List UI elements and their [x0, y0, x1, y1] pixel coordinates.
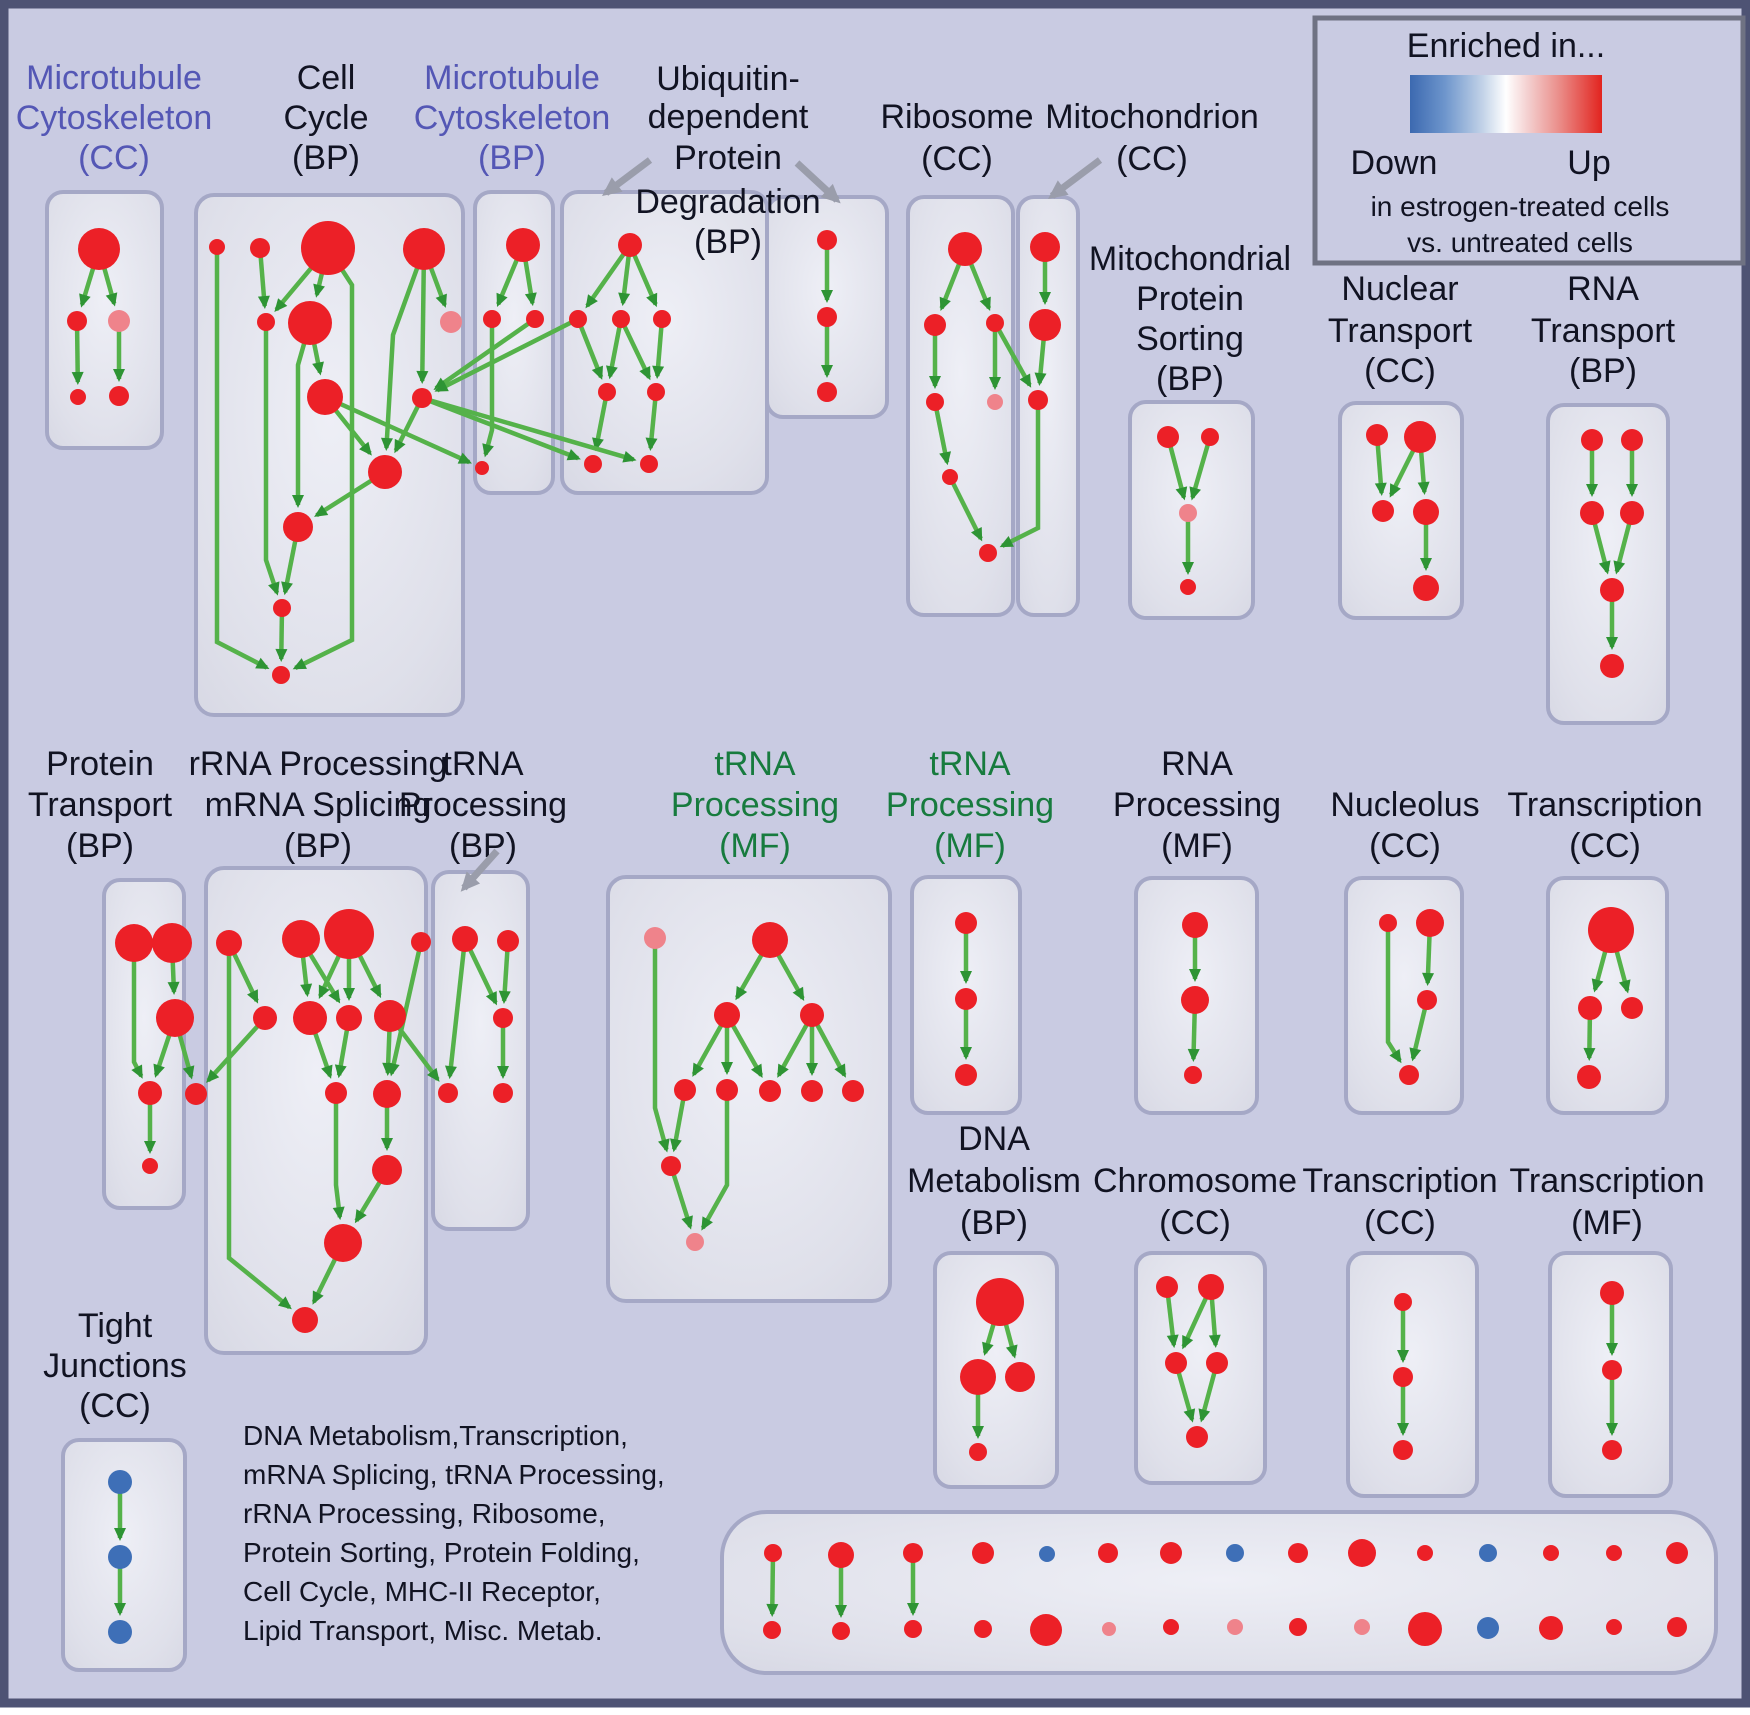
node-trna-mf1-low: [661, 1156, 681, 1176]
group-label-rna-proc-mf-line3: (MF): [1161, 827, 1233, 865]
node-chain3-c1: [817, 230, 837, 250]
group-label-cell-cycle-line2: Cycle: [283, 99, 369, 137]
group-label-mt-cc-line1: Microtubule: [26, 59, 202, 97]
node-misc-pill-b10: [1354, 1619, 1370, 1635]
node-ubiq-m1: [569, 310, 587, 328]
node-rna-proc-mf-n3: [1184, 1066, 1202, 1084]
node-cell-cycle-B1: [301, 221, 355, 275]
group-label-prot-transport-line2: Transport: [27, 786, 173, 824]
node-misc-pill-t14: [1606, 1545, 1622, 1561]
node-misc-pill-t12: [1479, 1544, 1497, 1562]
node-ribosome-top: [948, 232, 982, 266]
group-label-trna-mf2-line2: Processing: [885, 786, 1055, 824]
node-ribosome-ml: [924, 314, 946, 336]
node-trna-mf1-b4: [801, 1080, 823, 1102]
node-trna-bp-m: [493, 1008, 513, 1028]
node-prot-transport-n5: [185, 1083, 207, 1105]
node-trna-mf1-pk1: [644, 927, 666, 949]
node-rna-transport-ml: [1580, 501, 1604, 525]
summary-text-line5: Cell Cycle, MHC-II Receptor,: [243, 1576, 601, 1607]
node-mito-m1: [1030, 232, 1060, 262]
group-label-mito-sort-line2: Protein: [1136, 280, 1244, 318]
group-label-trna-mf1-line2: Processing: [670, 786, 840, 824]
legend: [1315, 18, 1743, 263]
node-transcription-cc3-n2: [1393, 1367, 1413, 1387]
node-transcription-cc3-n1: [1394, 1293, 1412, 1311]
node-cell-cycle-n11: [273, 599, 291, 617]
group-label-mt-bp-line2: Cytoskeleton: [413, 99, 611, 137]
node-mt-cc-B: [67, 311, 87, 331]
node-trna-mf1-ml: [714, 1002, 740, 1028]
group-label-ubiq-line4: Degradation: [635, 183, 821, 221]
node-mt-bp-m2: [526, 310, 544, 328]
group-label-rna-transport-line3: (BP): [1569, 352, 1637, 390]
node-transcription-cc2-bot: [1577, 1065, 1601, 1089]
group-label-prot-transport-line3: (BP): [66, 827, 134, 865]
node-ubiq-q5: [647, 383, 665, 401]
group-label-tight-junctions-line3: (CC): [79, 1387, 151, 1425]
node-ubiq-m2: [612, 310, 630, 328]
group-label-nucleolus-line1: Nucleolus: [1330, 786, 1480, 824]
node-trna-mf1-b2: [716, 1079, 738, 1101]
node-rrna-c1: [325, 1082, 347, 1104]
group-label-mt-cc-line2: Cytoskeleton: [15, 99, 213, 137]
group-label-mito-sort-line3: Sorting: [1136, 320, 1244, 358]
node-rrna-c2: [373, 1080, 401, 1108]
node-cell-cycle-n12: [272, 666, 290, 684]
legend-title: Enriched in...: [1406, 27, 1606, 65]
node-misc-pill-t6: [1098, 1543, 1118, 1563]
node-chain3-c3: [817, 382, 837, 402]
node-rna-transport-mr: [1620, 501, 1644, 525]
node-cell-cycle-B4: [307, 379, 343, 415]
group-box-misc-pill: [722, 1512, 1716, 1673]
node-mt-bp-bot: [475, 461, 489, 475]
legend-subline-2: vs. untreated cells: [1407, 227, 1633, 258]
node-misc-pill-t8: [1226, 1544, 1244, 1562]
node-prot-transport-n4: [138, 1081, 162, 1105]
group-label-ribosome-line1: Ribosome: [880, 98, 1034, 136]
node-mt-cc-D: [70, 389, 86, 405]
node-transcription-cc2-big: [1588, 907, 1634, 953]
node-nucleolus-tr: [1416, 909, 1444, 937]
group-label-rrna-line2: mRNA Splicing: [204, 786, 432, 824]
node-nuc-transport-bot: [1413, 575, 1439, 601]
node-misc-pill-t3: [903, 1543, 923, 1563]
summary-text-line6: Lipid Transport, Misc. Metab.: [243, 1615, 603, 1646]
node-mt-bp-big: [506, 228, 540, 262]
node-mt-cc-A: [78, 228, 120, 270]
node-trna-mf1-b1: [674, 1079, 696, 1101]
node-ubiq-q4: [598, 383, 616, 401]
group-label-trna-mf2-line1: tRNA: [929, 745, 1011, 783]
group-label-ubiq-line3: Protein: [674, 139, 782, 177]
legend-subline-1: in estrogen-treated cells: [1370, 191, 1670, 222]
node-ubiq-top: [618, 233, 642, 257]
group-label-nuc-transport-line2: Transport: [1327, 312, 1473, 350]
node-misc-pill-b14: [1606, 1619, 1622, 1635]
node-chromosome-ml: [1165, 1352, 1187, 1374]
node-chromosome-tl: [1156, 1276, 1178, 1298]
group-label-chromosome-line2: (CC): [1159, 1204, 1231, 1242]
node-mito-sort-d: [1180, 579, 1196, 595]
node-ubiq-n7: [640, 455, 658, 473]
group-label-trna-bp-line3: (BP): [449, 827, 517, 865]
node-trna-mf1-mg: [686, 1233, 704, 1251]
node-cell-cycle-s1: [209, 239, 225, 255]
node-misc-pill-t13: [1543, 1545, 1559, 1561]
node-tight-junctions-n3: [108, 1620, 132, 1644]
node-trna-bp-t2: [497, 930, 519, 952]
summary-text-line3: rRNA Processing, Ribosome,: [243, 1498, 606, 1529]
summary-text-line2: mRNA Splicing, tRNA Processing,: [243, 1459, 665, 1490]
node-tight-junctions-n2: [108, 1545, 132, 1569]
summary-text-line1: DNA Metabolism,Transcription,: [243, 1420, 628, 1451]
node-nucleolus-mr: [1417, 990, 1437, 1010]
node-ribosome-n6: [942, 469, 958, 485]
node-trna-mf1-b5: [842, 1080, 864, 1102]
node-misc-pill-t11: [1417, 1545, 1433, 1561]
group-label-ubiq-line2: dependent: [647, 98, 809, 136]
node-misc-pill-b7: [1163, 1619, 1179, 1635]
group-label-nuc-transport-line3: (CC): [1364, 352, 1436, 390]
node-ribosome-bot: [979, 544, 997, 562]
node-chromosome-tr: [1198, 1274, 1224, 1300]
node-ubiq-m3: [653, 310, 671, 328]
node-mito-sort-b: [1201, 428, 1219, 446]
node-rna-transport-bot: [1600, 654, 1624, 678]
node-misc-pill-b11: [1408, 1612, 1442, 1646]
legend-gradient-bar: [1410, 75, 1602, 133]
node-cell-cycle-B2: [403, 228, 445, 270]
group-label-tight-junctions-line1: Tight: [77, 1307, 153, 1345]
node-mt-cc-C: [108, 310, 130, 332]
node-trna-mf1-mr: [800, 1003, 824, 1027]
node-ribosome-pk: [987, 394, 1003, 410]
node-mito-sort-pk: [1179, 504, 1197, 522]
group-label-transcription-cc2-line2: (CC): [1569, 827, 1641, 865]
node-chromosome-mr: [1206, 1352, 1228, 1374]
node-transcription-mf-n3: [1602, 1440, 1622, 1460]
node-rrna-a2: [282, 920, 320, 958]
group-label-tight-junctions-line2: Junctions: [43, 1347, 187, 1385]
group-label-mt-bp-line1: Microtubule: [424, 59, 600, 97]
group-label-prot-transport-line1: Protein: [46, 745, 154, 783]
node-rrna-b4: [374, 1000, 406, 1032]
node-rrna-a3: [324, 909, 374, 959]
node-misc-pill-b1: [763, 1621, 781, 1639]
group-label-ribosome-line2: (CC): [921, 140, 993, 178]
node-misc-pill-t15: [1666, 1542, 1688, 1564]
group-label-trna-mf1-line1: tRNA: [714, 745, 796, 783]
node-misc-pill-t7: [1160, 1542, 1182, 1564]
group-label-rna-transport-line1: RNA: [1567, 270, 1639, 308]
node-trna-bp-n4: [438, 1083, 458, 1103]
group-label-dna-metab-line3: (BP): [960, 1204, 1028, 1242]
node-rrna-b2: [293, 1001, 327, 1035]
group-label-mito-sort-line1: Mitochondrial: [1088, 240, 1292, 278]
node-transcription-cc2-ml: [1578, 996, 1602, 1020]
node-misc-pill-b15: [1667, 1617, 1687, 1637]
node-rrna-a4: [411, 932, 431, 952]
group-label-cell-cycle-line1: Cell: [296, 59, 356, 97]
node-trna-mf2-n1: [955, 912, 977, 934]
node-mt-cc-E: [109, 386, 129, 406]
group-label-rna-proc-mf-line1: RNA: [1161, 745, 1233, 783]
node-misc-pill-t1: [764, 1544, 782, 1562]
group-label-nuc-transport-line1: Nuclear: [1341, 270, 1459, 308]
node-cell-cycle-B3: [288, 301, 332, 345]
group-label-rrna-line1: rRNA Processing: [188, 745, 448, 783]
node-rrna-d1: [372, 1155, 402, 1185]
node-rrna-b1: [253, 1006, 277, 1030]
node-trna-mf1-b3: [759, 1080, 781, 1102]
node-ribosome-mr: [986, 314, 1004, 332]
node-trna-bp-n5: [493, 1083, 513, 1103]
group-label-transcription-cc2-line1: Transcription: [1507, 786, 1703, 824]
group-label-nucleolus-line2: (CC): [1369, 827, 1441, 865]
edge: [772, 1553, 773, 1614]
group-label-dna-metab-line2: Metabolism: [907, 1162, 1081, 1200]
group-label-dna-metab-line1: DNA: [958, 1120, 1030, 1158]
node-misc-pill-b6: [1102, 1622, 1116, 1636]
group-label-rna-proc-mf-line2: Processing: [1112, 786, 1282, 824]
node-misc-pill-b9: [1289, 1618, 1307, 1636]
group-label-ubiq-line5: (BP): [694, 223, 762, 261]
summary-text-line4: Protein Sorting, Protein Folding,: [243, 1537, 640, 1568]
legend-up-label: Up: [1567, 144, 1611, 182]
node-nuc-transport-tr: [1404, 421, 1436, 453]
node-rna-transport-tr: [1621, 429, 1643, 451]
group-label-mt-cc-line3: (CC): [78, 139, 150, 177]
node-transcription-cc3-n3: [1393, 1440, 1413, 1460]
group-label-rna-transport-line2: Transport: [1530, 312, 1676, 350]
node-prot-transport-n6: [142, 1158, 158, 1174]
node-chromosome-mg: [1186, 1426, 1208, 1448]
group-label-rrna-line3: (BP): [284, 827, 352, 865]
node-ribosome-ll: [926, 393, 944, 411]
node-rna-transport-mg: [1600, 578, 1624, 602]
group-label-transcription-mf-line1: Transcription: [1509, 1162, 1705, 1200]
node-nuc-transport-mr: [1413, 499, 1439, 525]
node-trna-bp-t1: [452, 926, 478, 952]
node-misc-pill-b3: [904, 1620, 922, 1638]
node-dna-metab-mr: [1005, 1362, 1035, 1392]
group-label-trna-mf2-line3: (MF): [934, 827, 1006, 865]
node-cell-cycle-pk: [440, 311, 462, 333]
node-trna-mf2-n3: [955, 1064, 977, 1086]
group-label-mt-bp-line3: (BP): [478, 139, 546, 177]
group-box-trna-bp: [433, 872, 528, 1229]
node-mito-m2: [1029, 309, 1061, 341]
legend-down-label: Down: [1350, 144, 1438, 182]
node-mito-sort-a: [1157, 426, 1179, 448]
node-rna-proc-mf-n1: [1182, 912, 1208, 938]
node-rna-transport-tl: [1581, 429, 1603, 451]
node-cell-cycle-B6: [283, 512, 313, 542]
group-label-transcription-cc3-line1: Transcription: [1302, 1162, 1498, 1200]
group-label-ubiq-line1: Ubiquitin-: [656, 60, 800, 98]
group-label-trna-bp-line1: tRNA: [442, 745, 524, 783]
group-label-mito-line1: Mitochondrion: [1045, 98, 1259, 136]
node-rrna-a1: [216, 930, 242, 956]
node-prot-transport-b2: [152, 923, 192, 963]
node-tight-junctions-n1: [108, 1470, 132, 1494]
node-rrna-b3: [336, 1005, 362, 1031]
node-dna-metab-bot: [969, 1443, 987, 1461]
node-misc-pill-t2: [828, 1542, 854, 1568]
node-transcription-mf-n2: [1602, 1360, 1622, 1380]
node-misc-pill-b12: [1477, 1617, 1499, 1639]
group-label-trna-bp-line2: Processing: [398, 786, 568, 824]
node-nuc-transport-ml: [1372, 500, 1394, 522]
node-mito-n3: [1028, 390, 1048, 410]
node-cell-cycle-n5: [257, 313, 275, 331]
node-cell-cycle-B5: [368, 455, 402, 489]
group-label-transcription-mf-line2: (MF): [1571, 1204, 1643, 1242]
node-nuc-transport-tl: [1366, 424, 1388, 446]
node-misc-pill-b13: [1539, 1616, 1563, 1640]
node-dna-metab-ml: [960, 1359, 996, 1395]
node-misc-pill-t4: [972, 1542, 994, 1564]
node-rrna-e1: [324, 1224, 362, 1262]
node-misc-pill-b2: [832, 1622, 850, 1640]
node-trna-mf1-big: [752, 922, 788, 958]
group-label-trna-mf1-line3: (MF): [719, 827, 791, 865]
group-label-mito-sort-line4: (BP): [1156, 360, 1224, 398]
node-rna-proc-mf-n2: [1181, 986, 1209, 1014]
node-cell-cycle-s2: [250, 238, 270, 258]
node-nucleolus-tl: [1379, 914, 1397, 932]
node-misc-pill-t5: [1039, 1546, 1055, 1562]
node-misc-pill-t9: [1288, 1543, 1308, 1563]
node-trna-mf2-n2: [955, 988, 977, 1010]
group-label-cell-cycle-line3: (BP): [292, 139, 360, 177]
node-prot-transport-b1: [115, 924, 153, 962]
node-transcription-mf-n1: [1600, 1281, 1624, 1305]
group-label-chromosome-line1: Chromosome: [1092, 1162, 1298, 1200]
node-misc-pill-t10: [1348, 1539, 1376, 1567]
node-mt-bp-m1: [483, 310, 501, 328]
node-nucleolus-bot: [1399, 1065, 1419, 1085]
node-misc-pill-b5: [1030, 1614, 1062, 1646]
node-dna-metab-top: [976, 1278, 1024, 1326]
node-cell-cycle-hub: [412, 388, 432, 408]
group-label-mito-line2: (CC): [1116, 140, 1188, 178]
node-misc-pill-b4: [974, 1620, 992, 1638]
node-chain3-c2: [817, 307, 837, 327]
node-transcription-cc2-mr: [1621, 997, 1643, 1019]
group-label-transcription-cc3-line2: (CC): [1364, 1204, 1436, 1242]
node-prot-transport-b3: [156, 999, 194, 1037]
node-misc-pill-b8: [1227, 1619, 1243, 1635]
node-ubiq-n6: [584, 455, 602, 473]
group-box-nuc-transport: [1340, 403, 1462, 618]
node-rrna-f1: [292, 1307, 318, 1333]
